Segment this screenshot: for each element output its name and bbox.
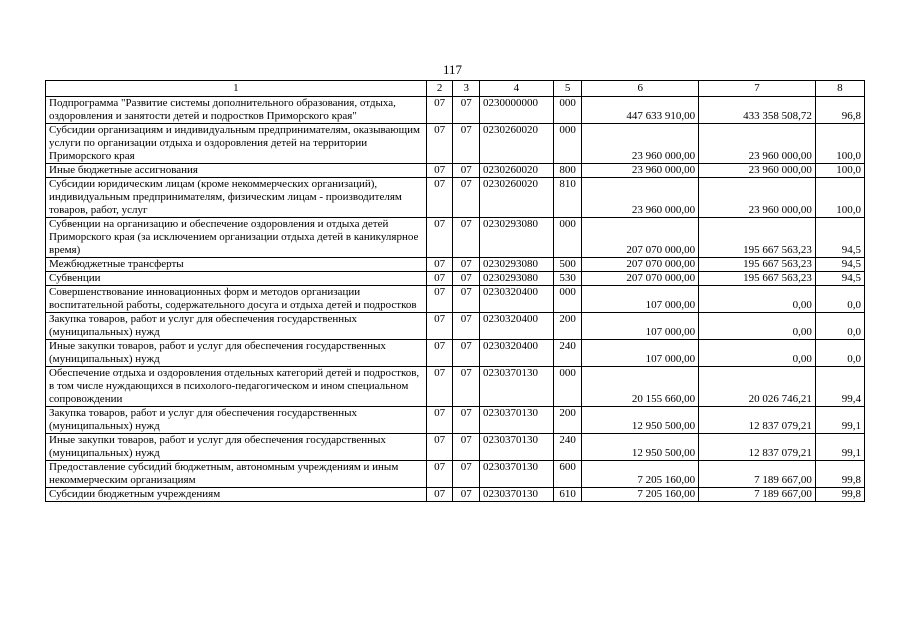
subsection-code-cell: 07 [453, 272, 480, 286]
subsection-code-cell: 07 [453, 367, 480, 407]
section-code-cell: 07 [426, 218, 453, 258]
percent-cell: 94,5 [815, 218, 864, 258]
percent-cell: 0,0 [815, 313, 864, 340]
section-code-cell: 07 [426, 407, 453, 434]
row-name-cell: Обеспечение отдыха и оздоровления отдельных категорий детей и подростков, в том числе нуждающихся в психолого-педагогическом и ином специальном сопровождении [46, 367, 427, 407]
table-row [46, 407, 865, 434]
percent-cell: 100,0 [815, 178, 864, 218]
row-name-cell: Субсидии организациям и индивидуальным предпринимателям, оказывающим услуги по организации отдыха и оздоровления детей на территории Приморского края [46, 124, 427, 164]
column-header: 3 [453, 81, 480, 97]
planned-amount-cell: 23 960 000,00 [582, 164, 699, 178]
column-header: 4 [480, 81, 554, 97]
planned-amount-cell: 7 205 160,00 [582, 488, 699, 502]
target-article-cell: 0230320400 [480, 340, 554, 367]
table-row [46, 461, 865, 488]
section-code-cell: 07 [426, 461, 453, 488]
percent-cell: 94,5 [815, 272, 864, 286]
row-name-cell: Закупка товаров, работ и услуг для обеспечения государственных (муниципальных) нужд [46, 313, 427, 340]
table-row [46, 97, 865, 124]
expense-type-cell: 000 [553, 367, 582, 407]
subsection-code-cell: 07 [453, 461, 480, 488]
budget-table [45, 80, 865, 502]
target-article-cell: 0230260020 [480, 164, 554, 178]
planned-amount-cell: 207 070 000,00 [582, 272, 699, 286]
actual-amount-cell: 7 189 667,00 [699, 488, 816, 502]
subsection-code-cell: 07 [453, 434, 480, 461]
row-name-cell: Совершенствование инновационных форм и методов организации воспитательной работы, содержательного досуга и отдыха детей и подростков [46, 286, 427, 313]
table-row [46, 178, 865, 218]
actual-amount-cell: 433 358 508,72 [699, 97, 816, 124]
section-code-cell: 07 [426, 367, 453, 407]
actual-amount-cell: 195 667 563,23 [699, 272, 816, 286]
target-article-cell: 0230293080 [480, 272, 554, 286]
expense-type-cell: 000 [553, 286, 582, 313]
actual-amount-cell: 7 189 667,00 [699, 461, 816, 488]
target-article-cell: 0230370130 [480, 461, 554, 488]
page-number: 117 [442, 62, 463, 77]
target-article-cell: 0230000000 [480, 97, 554, 124]
row-name-cell: Иные закупки товаров, работ и услуг для обеспечения государственных (муниципальных) нужд [46, 340, 427, 367]
target-article-cell: 0230320400 [480, 286, 554, 313]
target-article-cell: 0230370130 [480, 367, 554, 407]
target-article-cell: 0230293080 [480, 218, 554, 258]
actual-amount-cell: 195 667 563,23 [699, 218, 816, 258]
table-row [46, 164, 865, 178]
subsection-code-cell: 07 [453, 340, 480, 367]
planned-amount-cell: 20 155 660,00 [582, 367, 699, 407]
table-row [46, 313, 865, 340]
section-code-cell: 07 [426, 97, 453, 124]
section-code-cell: 07 [426, 258, 453, 272]
row-name-cell: Субсидии бюджетным учреждениям [46, 488, 427, 502]
row-name-cell: Субвенции [46, 272, 427, 286]
table-row [46, 367, 865, 407]
expense-type-cell: 200 [553, 313, 582, 340]
column-header: 8 [815, 81, 864, 97]
percent-cell: 100,0 [815, 124, 864, 164]
actual-amount-cell: 23 960 000,00 [699, 124, 816, 164]
expense-type-cell: 610 [553, 488, 582, 502]
row-name-cell: Подпрограмма "Развитие системы дополнительного образования, отдыха, оздоровления и занятости детей и подростков Приморского края" [46, 97, 427, 124]
column-header: 2 [426, 81, 453, 97]
expense-type-cell: 600 [553, 461, 582, 488]
percent-cell: 99,8 [815, 488, 864, 502]
section-code-cell: 07 [426, 178, 453, 218]
subsection-code-cell: 07 [453, 313, 480, 340]
section-code-cell: 07 [426, 164, 453, 178]
table-row [46, 340, 865, 367]
expense-type-cell: 800 [553, 164, 582, 178]
section-code-cell: 07 [426, 340, 453, 367]
actual-amount-cell: 0,00 [699, 313, 816, 340]
percent-cell: 99,4 [815, 367, 864, 407]
planned-amount-cell: 207 070 000,00 [582, 218, 699, 258]
percent-cell: 99,1 [815, 407, 864, 434]
target-article-cell: 0230320400 [480, 313, 554, 340]
subsection-code-cell: 07 [453, 97, 480, 124]
planned-amount-cell: 107 000,00 [582, 313, 699, 340]
planned-amount-cell: 207 070 000,00 [582, 258, 699, 272]
expense-type-cell: 000 [553, 218, 582, 258]
section-code-cell: 07 [426, 286, 453, 313]
planned-amount-cell: 107 000,00 [582, 286, 699, 313]
planned-amount-cell: 12 950 500,00 [582, 434, 699, 461]
planned-amount-cell: 23 960 000,00 [582, 178, 699, 218]
target-article-cell: 0230293080 [480, 258, 554, 272]
planned-amount-cell: 12 950 500,00 [582, 407, 699, 434]
table-row [46, 124, 865, 164]
expense-type-cell: 240 [553, 434, 582, 461]
subsection-code-cell: 07 [453, 178, 480, 218]
row-name-cell: Иные бюджетные ассигнования [46, 164, 427, 178]
actual-amount-cell: 195 667 563,23 [699, 258, 816, 272]
column-header: 5 [553, 81, 582, 97]
table-body [46, 97, 865, 502]
planned-amount-cell: 7 205 160,00 [582, 461, 699, 488]
target-article-cell: 0230370130 [480, 434, 554, 461]
section-code-cell: 07 [426, 124, 453, 164]
subsection-code-cell: 07 [453, 124, 480, 164]
table-row [46, 286, 865, 313]
subsection-code-cell: 07 [453, 488, 480, 502]
table-row [46, 258, 865, 272]
target-article-cell: 0230260020 [480, 124, 554, 164]
section-code-cell: 07 [426, 272, 453, 286]
actual-amount-cell: 0,00 [699, 340, 816, 367]
planned-amount-cell: 23 960 000,00 [582, 124, 699, 164]
planned-amount-cell: 107 000,00 [582, 340, 699, 367]
percent-cell: 99,1 [815, 434, 864, 461]
percent-cell: 99,8 [815, 461, 864, 488]
actual-amount-cell: 0,00 [699, 286, 816, 313]
expense-type-cell: 240 [553, 340, 582, 367]
expense-type-cell: 000 [553, 97, 582, 124]
section-code-cell: 07 [426, 434, 453, 461]
percent-cell: 100,0 [815, 164, 864, 178]
row-name-cell: Межбюджетные трансферты [46, 258, 427, 272]
row-name-cell: Предоставление субсидий бюджетным, автономным учреждениям и иным некоммерческим организациям [46, 461, 427, 488]
column-header: 7 [699, 81, 816, 97]
target-article-cell: 0230370130 [480, 407, 554, 434]
expense-type-cell: 000 [553, 124, 582, 164]
actual-amount-cell: 20 026 746,21 [699, 367, 816, 407]
percent-cell: 0,0 [815, 340, 864, 367]
subsection-code-cell: 07 [453, 258, 480, 272]
column-header: 1 [46, 81, 427, 97]
row-name-cell: Иные закупки товаров, работ и услуг для обеспечения государственных (муниципальных) нужд [46, 434, 427, 461]
section-code-cell: 07 [426, 488, 453, 502]
expense-type-cell: 530 [553, 272, 582, 286]
percent-cell: 94,5 [815, 258, 864, 272]
subsection-code-cell: 07 [453, 407, 480, 434]
expense-type-cell: 810 [553, 178, 582, 218]
target-article-cell: 0230370130 [480, 488, 554, 502]
actual-amount-cell: 23 960 000,00 [699, 164, 816, 178]
row-name-cell: Закупка товаров, работ и услуг для обеспечения государственных (муниципальных) нужд [46, 407, 427, 434]
expense-type-cell: 200 [553, 407, 582, 434]
row-name-cell: Субсидии юридическим лицам (кроме некоммерческих организаций), индивидуальным предпринимателям, физическим лицам - производителям товаров, работ, услуг [46, 178, 427, 218]
table-row [46, 218, 865, 258]
target-article-cell: 0230260020 [480, 178, 554, 218]
table-row [46, 272, 865, 286]
actual-amount-cell: 12 837 079,21 [699, 407, 816, 434]
row-name-cell: Субвенции на организацию и обеспечение оздоровления и отдыха детей Приморского края (за исключением организации отдыха детей в каникулярное время) [46, 218, 427, 258]
subsection-code-cell: 07 [453, 218, 480, 258]
subsection-code-cell: 07 [453, 164, 480, 178]
planned-amount-cell: 447 633 910,00 [582, 97, 699, 124]
table-row [46, 434, 865, 461]
actual-amount-cell: 23 960 000,00 [699, 178, 816, 218]
expense-type-cell: 500 [553, 258, 582, 272]
actual-amount-cell: 12 837 079,21 [699, 434, 816, 461]
percent-cell: 96,8 [815, 97, 864, 124]
section-code-cell: 07 [426, 313, 453, 340]
subsection-code-cell: 07 [453, 286, 480, 313]
header-row [46, 81, 865, 97]
table-row [46, 488, 865, 502]
percent-cell: 0,0 [815, 286, 864, 313]
column-header: 6 [582, 81, 699, 97]
